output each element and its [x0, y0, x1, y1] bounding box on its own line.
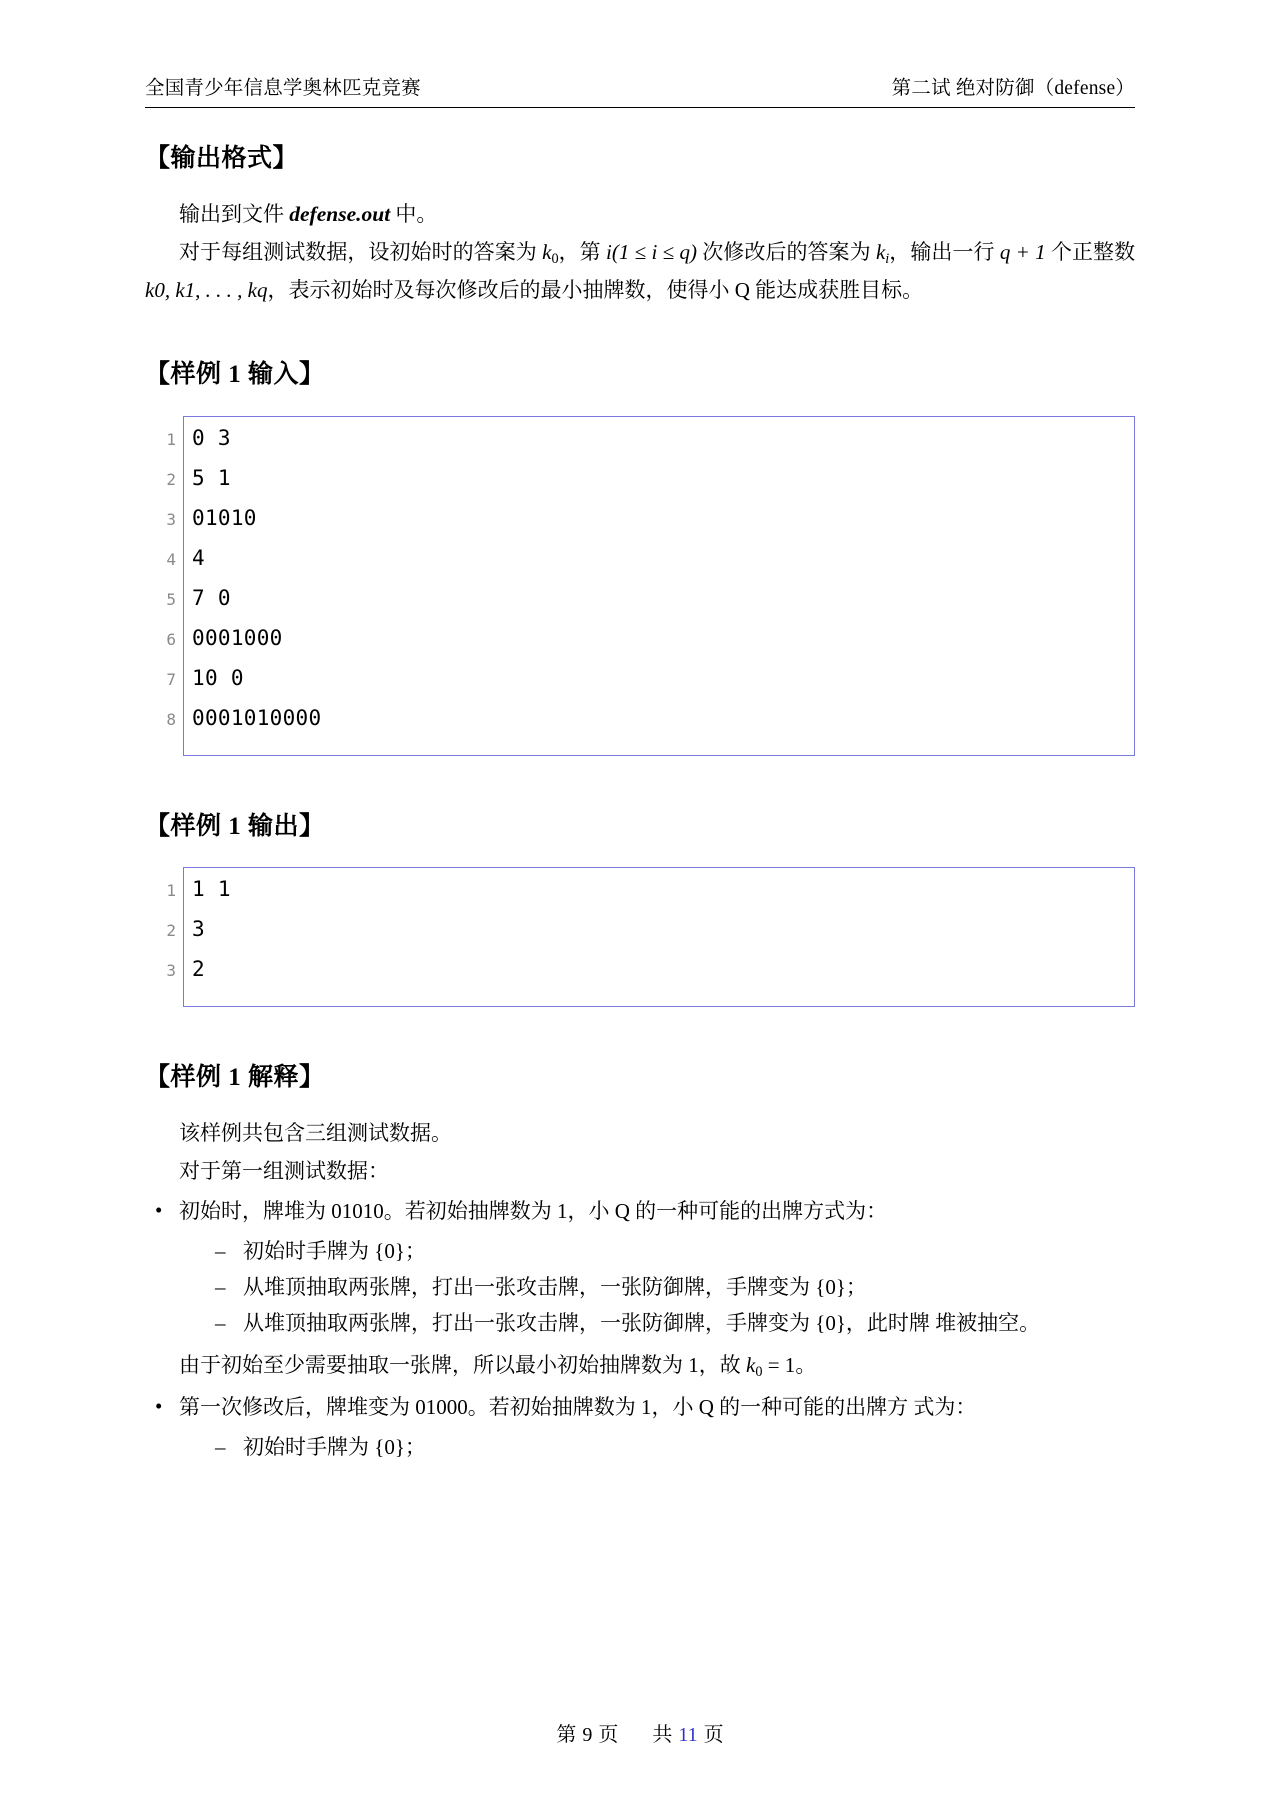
footer-total-unit: 页: [703, 1724, 724, 1746]
sample1-input-line-number: 4: [166, 549, 176, 569]
of-text-g: ，表示初始时及每次修改后的最小抽牌数，使得: [267, 278, 709, 303]
sample1-input-line: [166, 705, 1134, 746]
sample1-input-line: [166, 665, 1134, 706]
sample1-input-line-text: 7 0: [192, 585, 231, 610]
header-right-title: 第二试 绝对防御（defense）: [891, 78, 1135, 99]
explain-dash-3-line1: 从堆顶抽取两张牌，打出一张攻击牌，一张防御牌，手牌变为 {0}，此时牌: [243, 1311, 930, 1336]
sample1-input-code-wrap: [166, 416, 1135, 756]
sample1-input-line-text: 01010: [192, 505, 257, 530]
sample1-input-line-number: 7: [166, 669, 176, 689]
sample1-input-line-text: 0001000: [192, 625, 283, 650]
explain-bullet-2-line2: 式为：: [913, 1394, 977, 1419]
sample1-input-line-number: 8: [166, 709, 176, 729]
footer-page-unit: 页: [598, 1724, 619, 1746]
sample1-input-line: [166, 465, 1134, 506]
explain-dash-group-2: [213, 1429, 1135, 1465]
sample1-input-line-number: 1: [166, 429, 176, 449]
explain-k0-symbol: k: [746, 1353, 756, 1378]
sample1-output-line: [166, 917, 1134, 957]
explain-k0-equals: = 1: [762, 1353, 796, 1378]
footer-page-prefix: 第: [556, 1724, 577, 1746]
sample1-input-line: [166, 505, 1134, 546]
output-format-file-line: [145, 196, 1135, 233]
of-ki-symbol: k: [875, 240, 886, 265]
explain-dash-list-2: [213, 1429, 1135, 1465]
of-text-d: ，: [889, 240, 911, 265]
of-q-plus-one: q + 1: [999, 240, 1046, 265]
of-i-symbol: i: [606, 240, 612, 265]
sample1-input-line: [166, 545, 1134, 586]
sample1-output-line-text: 2: [192, 957, 205, 982]
page-content: [145, 140, 1135, 1465]
sample1-input-line-text: 4: [192, 545, 205, 570]
sample1-output-line-text: 1 1: [192, 877, 231, 902]
explain-k0-subscript: 0: [755, 1364, 763, 1381]
section-title-sample1-input: 【样例 1 输入】: [145, 361, 325, 389]
explain-paragraph-1: 该样例共包含三组测试数据。: [179, 1120, 452, 1145]
output-format-description: [145, 234, 1135, 308]
output-file-name: defense.out: [289, 201, 391, 226]
running-header: [145, 72, 1135, 100]
output-file-suffix: 中。: [390, 201, 438, 226]
of-text-h: 小 Q 能达成获胜目标。: [708, 278, 924, 303]
explain-bullet-list-1: [145, 1193, 1135, 1229]
explain-bullet-item-1: [145, 1193, 1135, 1229]
footer-total-pages: 11: [678, 1724, 698, 1746]
explain-bullet-list-2: [145, 1389, 1135, 1425]
sample1-input-line-text: 0001010000: [192, 705, 322, 730]
of-ki-subscript: i: [885, 251, 890, 268]
sample1-input-line-text: 10 0: [192, 665, 244, 690]
sample1-output-codeblock: [166, 867, 1135, 1007]
sample1-output-line: [166, 877, 1134, 917]
explain-conclusion-text-a: 由于初始至少需要抽取一张牌，所以最小初始抽牌数为 1，故: [179, 1353, 746, 1378]
sample1-input-line-number: 6: [166, 629, 176, 649]
output-file-prefix: 输出到文件: [179, 201, 290, 226]
sample1-input-codeblock: [166, 416, 1135, 756]
explain-dash-list-1: [213, 1233, 1135, 1341]
explain-conclusion-text-b: 。: [795, 1353, 817, 1378]
sample1-output-line-text: 3: [192, 917, 205, 942]
sample1-input-line-text: 0 3: [192, 425, 231, 450]
header-left-title: 全国青少年信息学奥林匹克竞赛: [145, 78, 421, 99]
header-divider: [145, 107, 1135, 108]
sample1-output-line-number: 3: [166, 961, 176, 981]
of-k-list: k0, k1, . . . , kq: [145, 278, 268, 303]
sample1-output-line-number: 1: [166, 881, 176, 901]
sample1-output-line-number: 2: [166, 921, 176, 941]
explain-paragraph-2: 对于第一组测试数据：: [179, 1158, 389, 1183]
sample1-input-line: [166, 625, 1134, 666]
sample1-input-line: [166, 585, 1134, 626]
page-footer: [0, 1718, 1280, 1747]
explain-bullet-2-line1: 第一次修改后，牌堆变为 01000。若初始抽牌数为 1，小 Q 的一种可能的出牌方: [179, 1394, 909, 1419]
explain-bullet-item-2: [145, 1389, 1135, 1425]
of-i-range: (1 ≤ i ≤ q): [611, 240, 697, 265]
of-text-a: 对于每组测试数据，设初始时的答案为: [179, 240, 543, 265]
sample1-output-code-wrap: [166, 867, 1135, 1007]
sample1-output-line: [166, 957, 1134, 997]
sample1-input-line-number: 5: [166, 589, 176, 609]
of-text-e: 输出一行: [910, 240, 1000, 265]
of-k0-subscript: 0: [551, 251, 559, 268]
footer-page-number: 9: [582, 1724, 593, 1746]
of-text-f: 个正整数: [1045, 240, 1136, 265]
footer-total-prefix: 共: [652, 1724, 673, 1746]
explain-conclusion-paragraph: [179, 1347, 1135, 1385]
explain-dash-3-line2: 堆被抽空。: [935, 1311, 1041, 1336]
of-text-b: ，第: [558, 240, 607, 265]
explain-dash-item-2: – 从堆顶抽取两张牌，打出一张攻击牌，一张防御牌，手牌变为 {0}；: [213, 1269, 1135, 1305]
explain-dash-item-4: – 初始时手牌为 {0}；: [213, 1429, 1135, 1465]
section-title-sample1-explain: 【样例 1 解释】: [145, 1064, 325, 1092]
explain-dash-group-1: [213, 1233, 1135, 1341]
sample1-input-line: [166, 425, 1134, 466]
sample1-input-line-number: 2: [166, 469, 176, 489]
sample1-input-line-number: 3: [166, 509, 176, 529]
explain-dash-item-1: – 初始时手牌为 {0}；: [213, 1233, 1135, 1269]
explain-dash-item-3: [213, 1305, 1135, 1341]
section-title-sample1-output: 【样例 1 输出】: [145, 812, 325, 840]
section-title-output-format: 【输出格式】: [145, 145, 299, 172]
of-k0-symbol: k: [542, 240, 552, 265]
sample1-input-line-text: 5 1: [192, 465, 231, 490]
of-text-c: 次修改后的答案为: [696, 240, 876, 265]
explain-bullet-1-text: 初始时，牌堆为 01010。若初始抽牌数为 1，小 Q 的一种可能的出牌方式为：: [179, 1198, 888, 1223]
